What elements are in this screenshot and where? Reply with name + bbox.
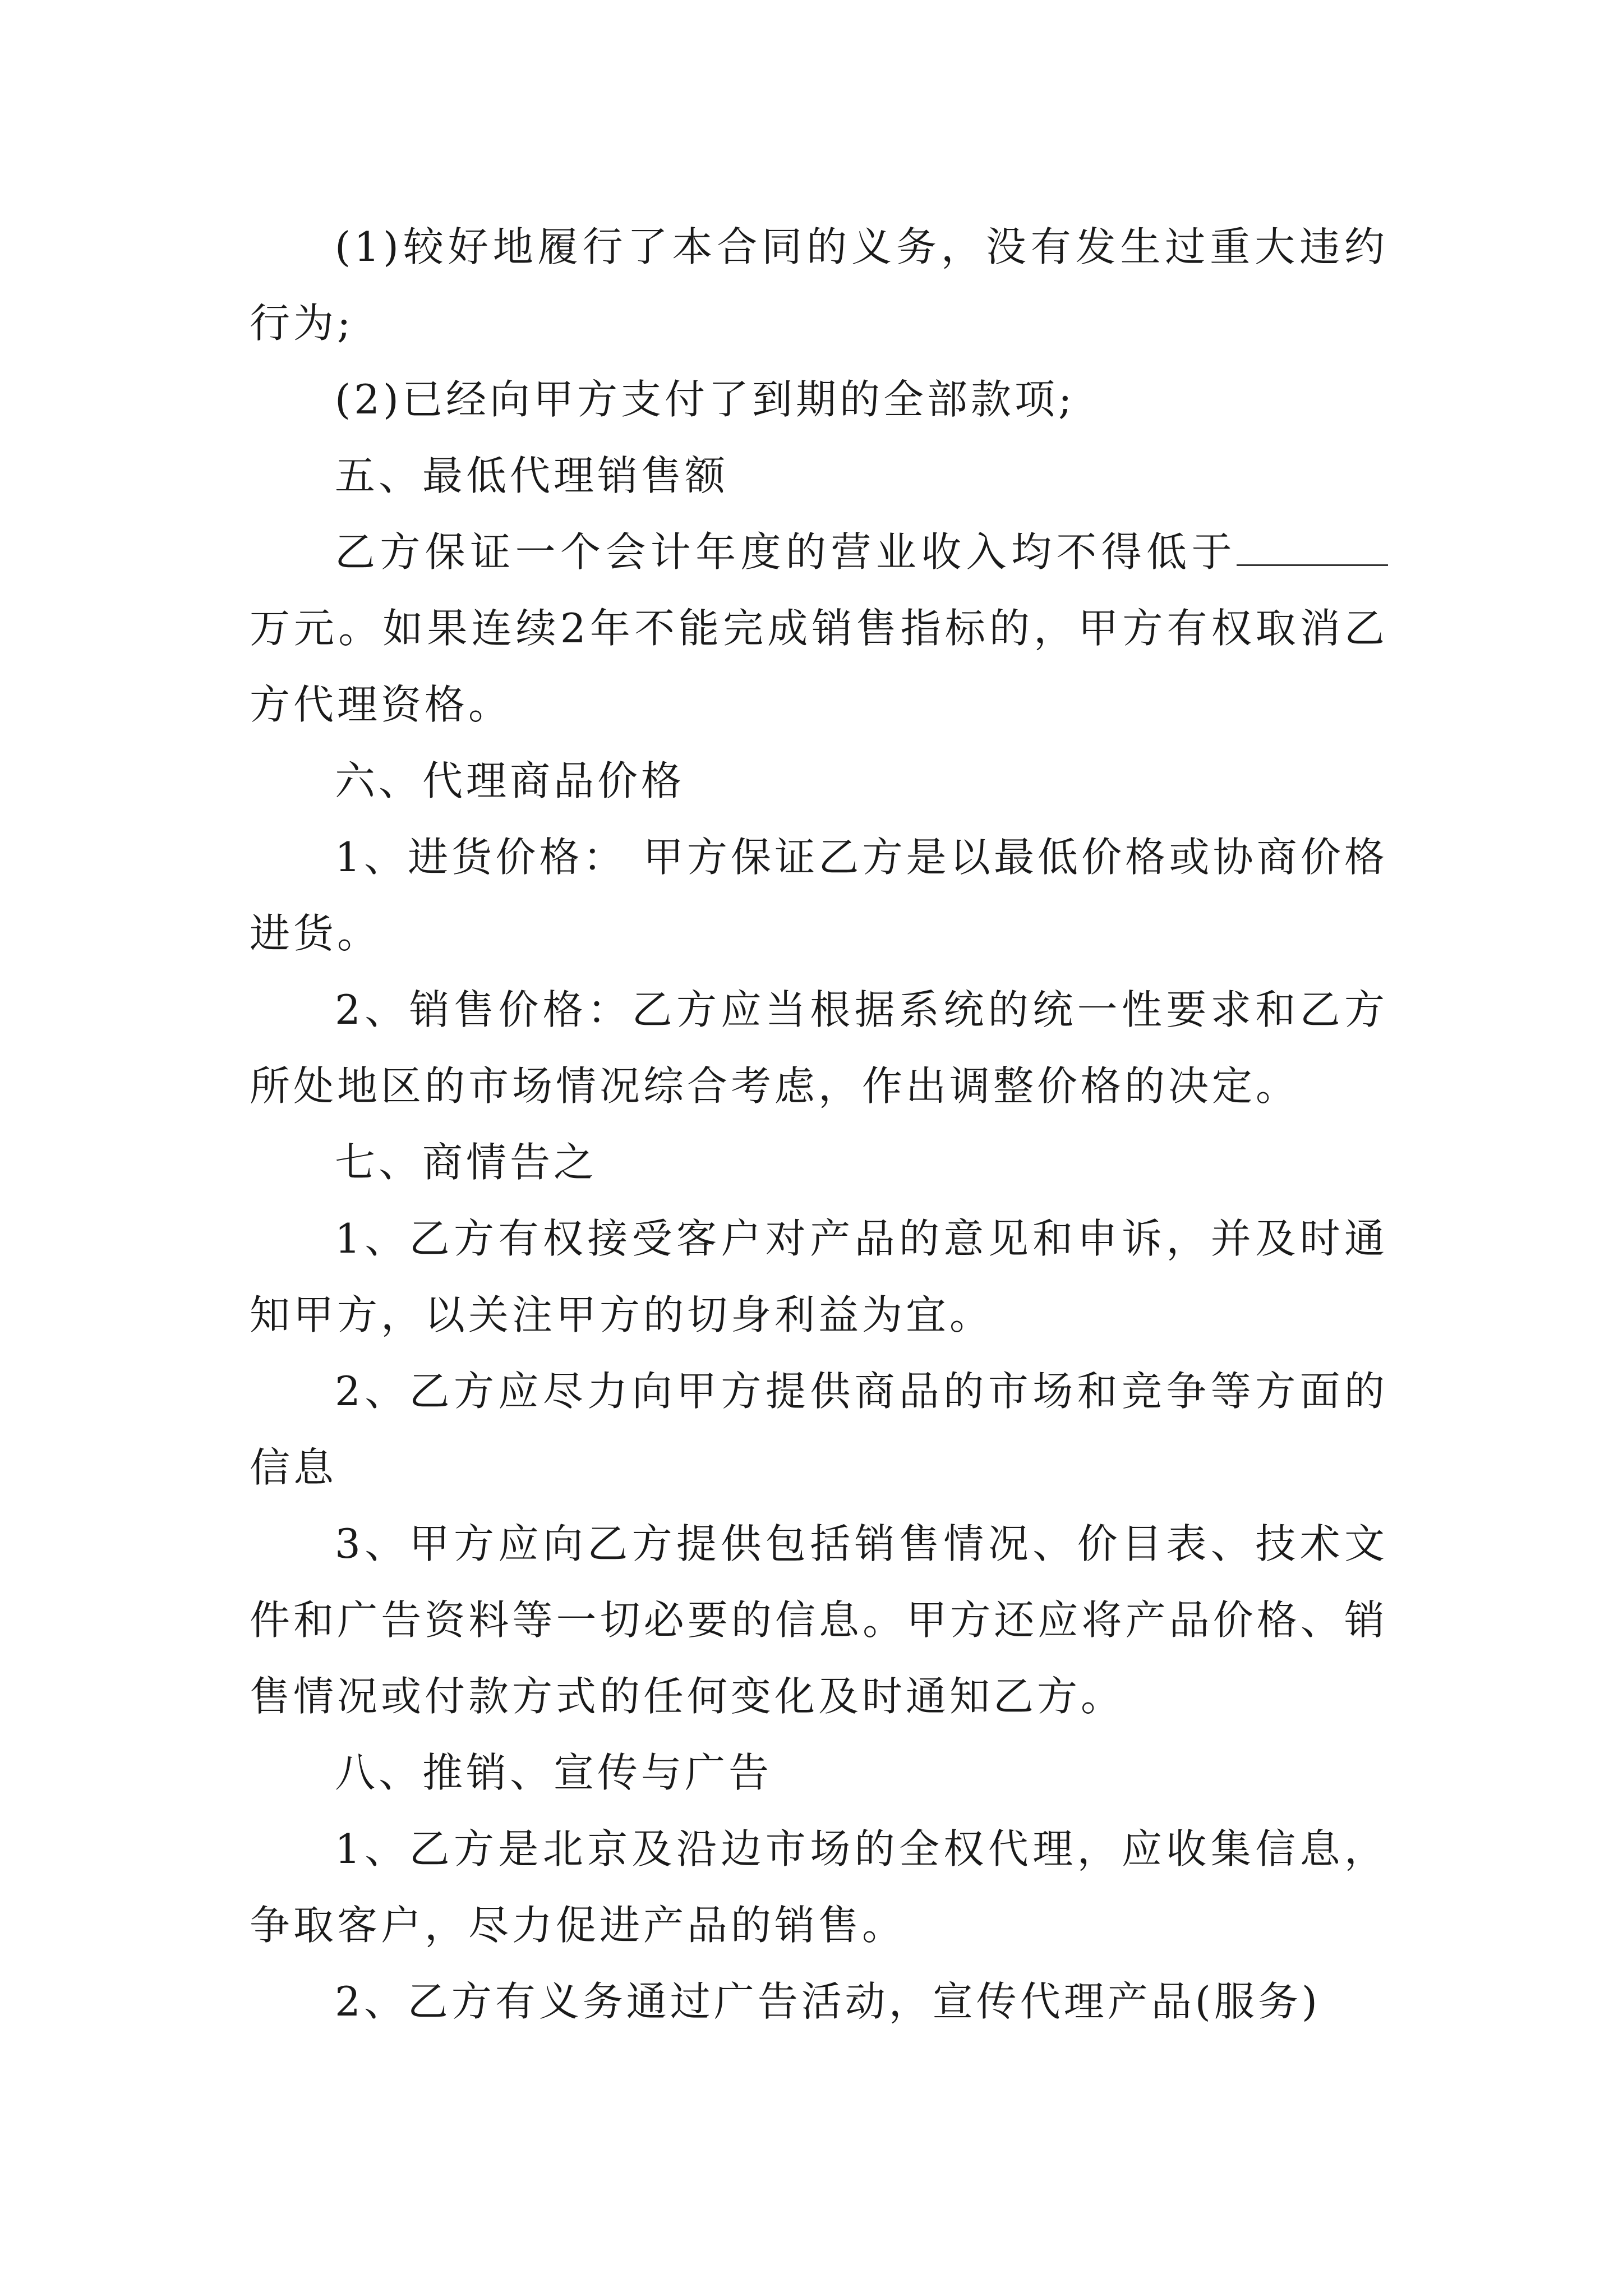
clause-6-item-1: 1、进货价格： 甲方保证乙方是以最低价格或协商价格进货。 bbox=[250, 834, 1388, 957]
clause-4-item-1: (1)较好地履行了本合同的义务，没有发生过重大违约行为; bbox=[250, 223, 1388, 347]
clause-5-text-start: 乙方保证一个会计年度的营业收入均不得低于 bbox=[335, 528, 1237, 576]
clause-7-item-3: 3、甲方应向乙方提供包括销售情况、价目表、技术文件和广告资料等一切必要的信息。甲方还应将产品价格、销售情况或付款方式的任何变化及时通知乙方。 bbox=[250, 1520, 1388, 1720]
clause-7-item-2: 2、乙方应尽力向甲方提供商品的市场和竞争等方面的信息 bbox=[250, 1368, 1388, 1491]
document-body bbox=[250, 209, 1388, 2040]
amount-blank-line bbox=[1237, 531, 1388, 566]
clause-6-item-2: 2、销售价格：乙方应当根据系统的统一性要求和乙方所处地区的市场情况综合考虑，作出调整价格的决定。 bbox=[250, 986, 1388, 1110]
section-heading-5: 五、最低代理销售额 bbox=[335, 452, 729, 499]
section-heading-7: 七、商情告之 bbox=[335, 1139, 598, 1186]
clause-8-item-1: 1、乙方是北京及沿边市场的全权代理，应收集信息，争取客户，尽力促进产品的销售。 bbox=[250, 1825, 1388, 1949]
clause-8-item-2: 2、乙方有义务通过广告活动，宣传代理产品(服务) bbox=[335, 1978, 1321, 2025]
clause-5-text bbox=[250, 514, 1388, 743]
clause-5-text-end: 万元。如果连续2年不能完成销售指标的，甲方有权取消乙方代理资格。 bbox=[250, 605, 1388, 728]
section-heading-6: 六、代理商品价格 bbox=[335, 757, 685, 804]
clause-4-item-2: (2)已经向甲方支付了到期的全部款项; bbox=[335, 376, 1076, 423]
section-heading-8: 八、推销、宣传与广告 bbox=[335, 1749, 773, 1796]
clause-7-item-1: 1、乙方有权接受客户对产品的意见和申诉，并及时通知甲方，以关注甲方的切身利益为宜。 bbox=[250, 1215, 1388, 1338]
